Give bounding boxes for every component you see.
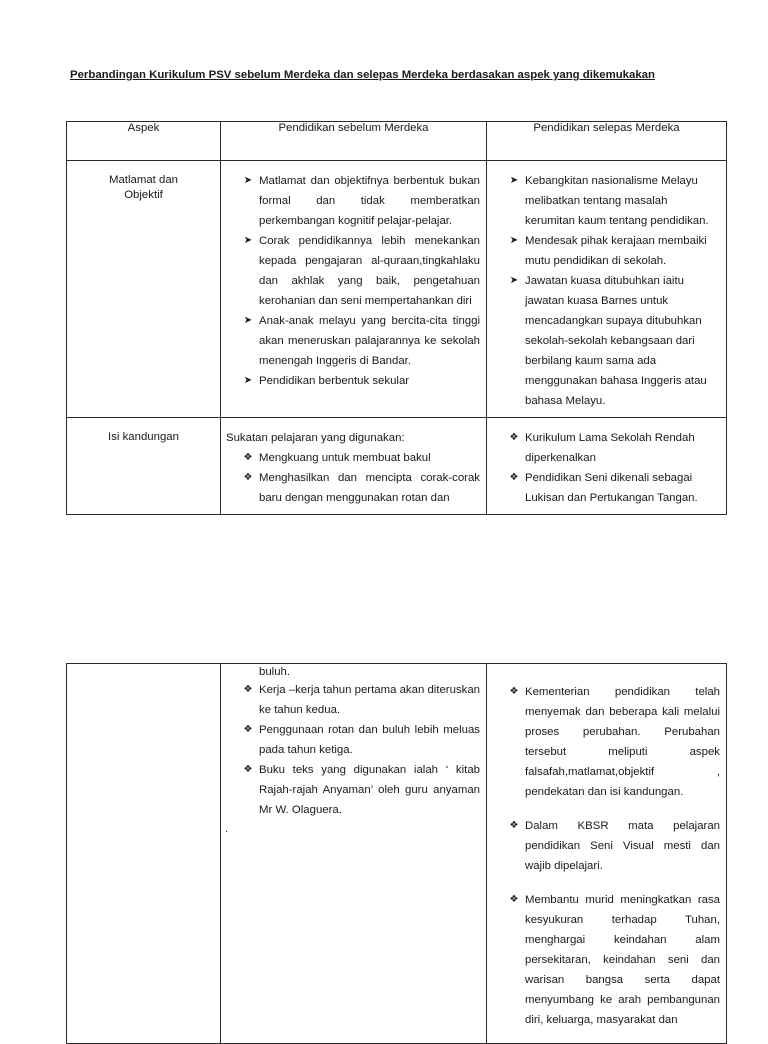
table-row-isi-kandungan xyxy=(67,418,727,515)
diamond-bullet-icon: ❖ xyxy=(509,472,519,483)
table-row-isi-kandungan-continued xyxy=(67,664,727,1044)
comparison-table-part1 xyxy=(66,121,727,515)
diamond-bullet-icon: ❖ xyxy=(243,724,253,735)
after-cell-continued xyxy=(487,664,727,1044)
list-item: ❖ Kerja –kerja tahun pertama akan diteruskan ke tahun kedua. xyxy=(221,680,486,720)
list-item: ➤ Anak-anak melayu yang bercita-cita tinggi akan meneruskan palajarannya ke sekolah menengah Inggeris di Bandar. xyxy=(221,311,486,371)
list-item: ❖ Pendidikan Seni dikenali sebagai Lukisan dan Pertukangan Tangan. xyxy=(487,468,726,508)
list-item: ➤ Kebangkitan nasionalisme Melayu melibatkan tentang masalah kerumitan kaum tentang pendidikan. xyxy=(487,171,726,231)
list-item: ❖ Menghasilkan dan mencipta corak-corak baru dengan menggunakan rotan dan xyxy=(221,468,486,508)
arrow-bullet-icon: ➤ xyxy=(243,315,253,326)
intro-text: Sukatan pelajaran yang digunakan: xyxy=(226,432,405,444)
diamond-bullet-icon: ❖ xyxy=(509,686,519,697)
continuation-text: buluh. xyxy=(259,666,291,678)
table-row-matlamat xyxy=(67,161,727,418)
list-item: ➤ Jawatan kuasa ditubuhkan iaitu jawatan kuasa Barnes untuk mencadangkan supaya ditubuhkan sekolah-sekolah kebangsaan dari berbilang kaum sama ada menggunakan bahasa Inggeris atau bahasa Melayu. xyxy=(487,271,726,411)
arrow-bullet-icon: ➤ xyxy=(509,275,519,286)
list-item: ❖ Buku teks yang digunakan ialah ‘ kitab Rajah-rajah Anyaman’ oleh guru anyaman Mr W. Olaguera. xyxy=(221,760,486,820)
diamond-bullet-icon: ❖ xyxy=(509,820,519,831)
aspect-cell-empty xyxy=(67,664,221,1044)
arrow-bullet-icon: ➤ xyxy=(243,235,253,246)
aspect-label: Matlamat dan Objektif xyxy=(108,174,178,201)
header-sebelum-merdeka: Pendidikan sebelum Merdeka xyxy=(221,122,487,161)
after-cell-isi-kandungan xyxy=(487,418,727,515)
diamond-bullet-icon: ❖ xyxy=(243,472,253,483)
list-item: ❖ Dalam KBSR mata pelajaran pendidikan Seni Visual mesti dan wajib dipelajari. xyxy=(487,816,726,876)
list-item: ➤ Corak pendidikannya lebih menekankan kepada pengajaran al-quraan,tingkahlaku dan akhlak yang baik, pengetahuan kerohanian dan seni mempertahankan diri xyxy=(221,231,486,311)
list-item: ➤ Pendidikan berbentuk sekular xyxy=(221,371,486,391)
comparison-table-part2 xyxy=(66,663,727,1044)
arrow-bullet-icon: ➤ xyxy=(243,375,253,386)
diamond-bullet-icon: ❖ xyxy=(243,452,253,463)
list-item: ➤ Mendesak pihak kerajaan membaiki mutu pendidikan di sekolah. xyxy=(487,231,726,271)
arrow-bullet-icon: ➤ xyxy=(243,175,253,186)
arrow-bullet-icon: ➤ xyxy=(509,175,519,186)
arrow-bullet-icon: ➤ xyxy=(509,235,519,246)
list-item: ❖ Mengkuang untuk membuat bakul xyxy=(221,448,486,468)
diamond-bullet-icon: ❖ xyxy=(243,684,253,695)
header-selepas-merdeka: Pendidikan selepas Merdeka xyxy=(487,122,727,161)
list-item: ❖ Membantu murid meningkatkan rasa kesyukuran terhadap Tuhan, menghargai keindahan alam persekitaran, keindahan seni dan warisan bangsa serta dapat menyumbang ke arah pembangunan diri, keluarga, masyarakat dan xyxy=(487,890,726,1030)
list-item: ❖ Kementerian pendidikan telah menyemak dan beberapa kali melalui proses perubahan. Perubahan tersebut meliputi aspek falsafah,matlamat,objektif , pendekatan dan isi kandungan. xyxy=(487,682,726,802)
diamond-bullet-icon: ❖ xyxy=(509,432,519,443)
list-item: ❖ Kurikulum Lama Sekolah Rendah diperkenalkan xyxy=(487,428,726,468)
table-header-row xyxy=(67,122,727,161)
before-cell-isi-kandungan xyxy=(221,418,487,515)
header-aspek: Aspek xyxy=(67,122,221,161)
list-item: ❖ Penggunaan rotan dan buluh lebih meluas pada tahun ketiga. xyxy=(221,720,486,760)
diamond-bullet-icon: ❖ xyxy=(243,764,253,775)
list-item: ➤ Matlamat dan objektifnya berbentuk bukan formal dan tidak memberatkan perkembangan kognitif pelajar-pelajar. xyxy=(221,171,486,231)
aspect-cell-isi-kandungan: Isi kandungan xyxy=(67,418,221,515)
before-cell-matlamat xyxy=(221,161,487,418)
document-title: Perbandingan Kurikulum PSV sebelum Merdeka dan selepas Merdeka berdasakan aspek yang dikemukakan xyxy=(70,69,655,81)
diamond-bullet-icon: ❖ xyxy=(509,894,519,905)
before-cell-continued xyxy=(221,664,487,1044)
stray-mark: . xyxy=(225,823,229,835)
after-cell-matlamat xyxy=(487,161,727,418)
aspect-cell-matlamat xyxy=(67,161,221,418)
